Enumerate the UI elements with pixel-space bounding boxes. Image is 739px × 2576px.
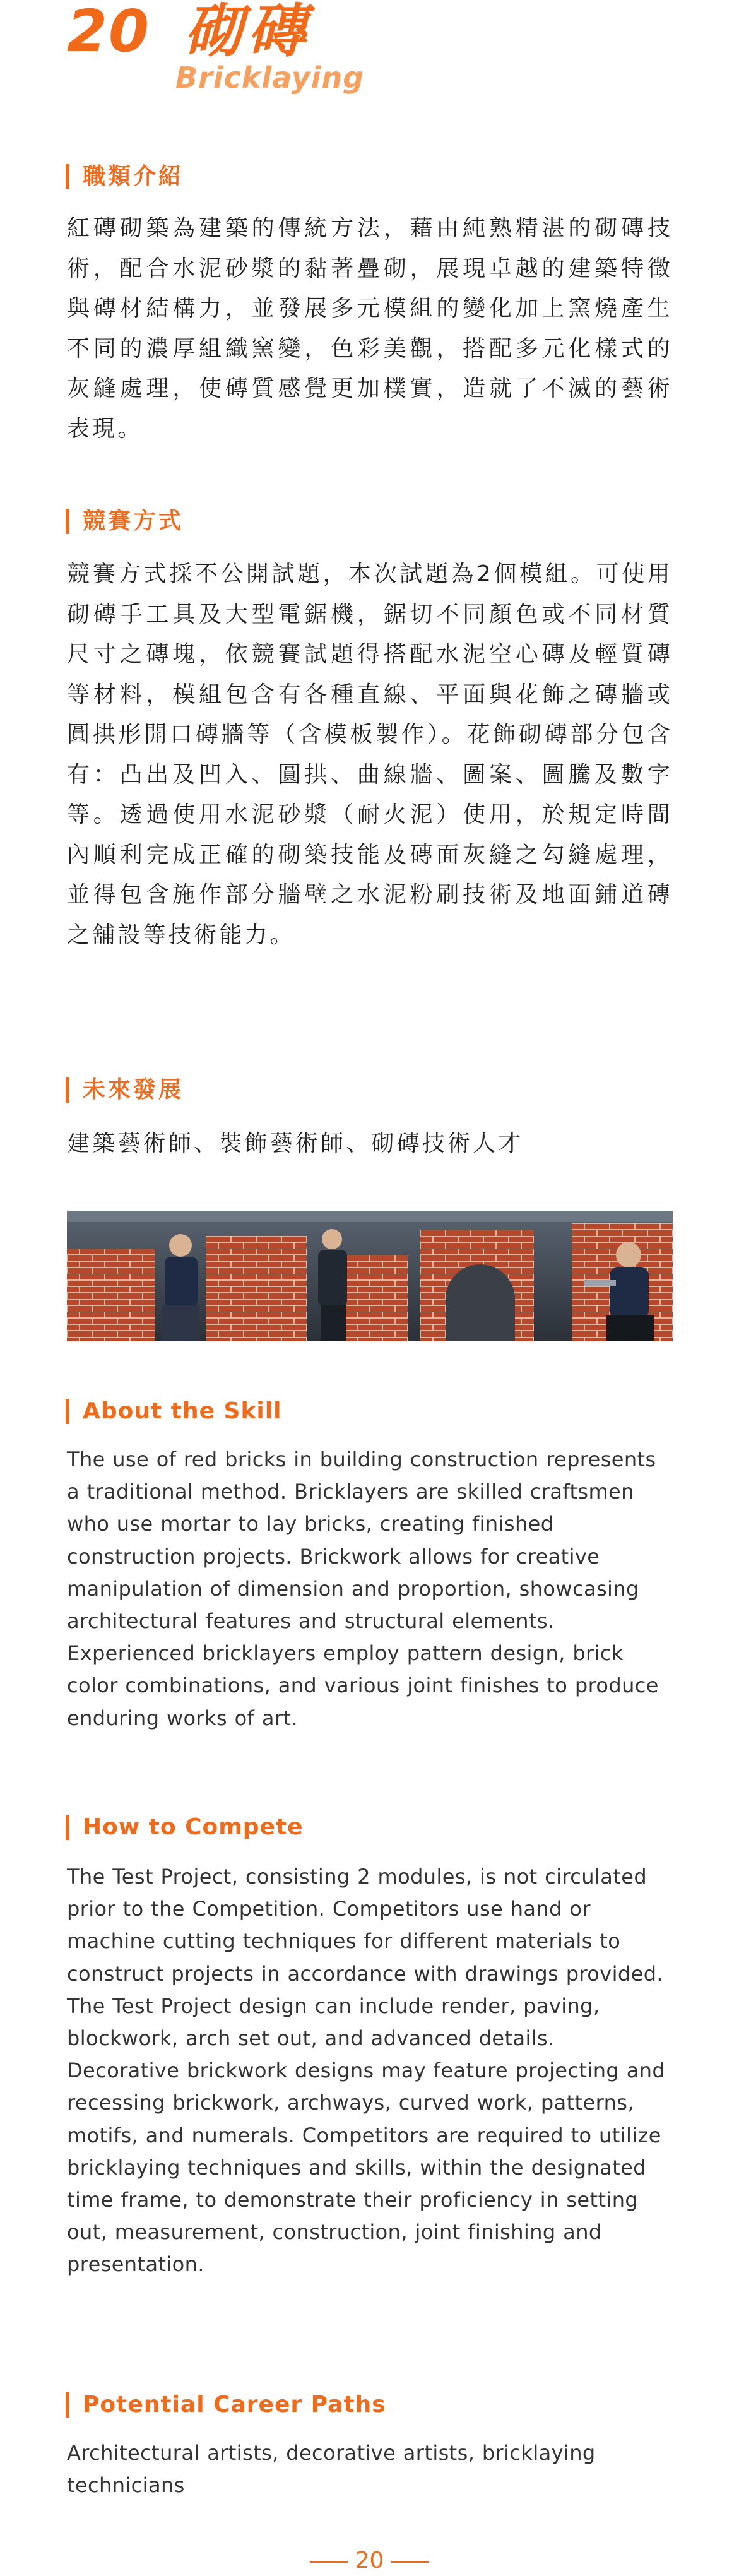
heading-label: 職類介紹 [83,163,184,189]
heading-label: 未來發展 [83,1077,184,1103]
page-number-value: 20 [355,2548,384,2573]
heading-accent-bar [66,2392,69,2418]
heading-career-zh [66,1076,184,1104]
competition-photo-icon [67,1211,673,1341]
paragraph-compete-zh: 競賽方式採不公開試題，本次試題為2個模組。可使用砌磚手工具及大型電鋸機，鋸切不同顏色或不同材質尺寸之磚塊，依競賽試題得搭配水泥空心磚及輕質磚等材料，模組包含有各種直線、平面與花飾之磚牆或圓拱形開口磚牆等（含模板製作）。花飾砌磚部分包含有：凸出及凹入、圓拱、曲線牆、圖案、圖騰及數字等。透過使用水泥砂漿（耐火泥）使用，於規定時間內順利完成正確的砌築技能及磚面灰縫之勾縫處理，並得包含施作部分牆壁之水泥粉刷技術及地面鋪道磚之舖設等技術能力。 [67,561,673,948]
heading-how-to-compete-en [66,1813,304,1841]
heading-label: Potential Career Paths [83,2392,386,2418]
title-chinese: 砌磚 [184,0,311,65]
heading-career-paths-en [66,2391,386,2419]
heading-skill-intro-zh [66,163,184,191]
heading-about-skill-en [66,1398,281,1425]
paragraph-career-zh: 建築藝術師、裝飾藝術師、砌磚技術人才 [67,1131,524,1156]
page-number-rule-right [391,2561,429,2563]
heading-accent-bar [66,509,69,534]
paragraph-career-paths-en: Architectural artists, decorative artists, bricklaying technicians [67,2441,596,2498]
heading-label: How to Compete [83,1814,304,1840]
heading-label: 競賽方式 [83,508,184,534]
heading-compete-zh [66,507,184,535]
page-number-rule-left [310,2561,348,2563]
paragraph-how-to-compete-en: The Test Project, consisting 2 modules, is not circulated prior to the Competition. Competitors use hand or machine cutting techniques for different materials to construct projects in accordance with drawings provided. The Test Project design can include render, paving, blockwork, arch set out, and advanced details. Decorative brickwork designs may feature projecting and recessing brickwork, archways, curved work, patterns, motifs, and numerals. Competitors are required to utilize bricklaying techniques and skills, within the designated time frame, to demonstrate their proficiency in setting out, measurement, construction, joint finishing and presentation. [67,1865,666,2277]
heading-accent-bar [66,164,69,189]
section-number: 20 [67,0,151,65]
title-english: Bricklaying [175,61,365,95]
heading-accent-bar [66,1077,69,1103]
heading-accent-bar [66,1399,69,1424]
paragraph-about-skill-en: The use of red bricks in building construction represents a traditional method. Bricklayers are skilled craftsmen who use mortar to lay bricks, creating finished construction projects. Brickwork allows for creative manipulation of dimension and proportion, showcasing architectural features and structural elements. Experienced bricklayers employ pattern design, brick color combinations, and various joint finishes to produce enduring works of art. [67,1447,659,1730]
page-number [0,2548,739,2573]
heading-accent-bar [66,1815,69,1840]
paragraph-skill-intro-zh: 紅磚砌築為建築的傳統方法，藉由純熟精湛的砌磚技術，配合水泥砂漿的黏著疊砌，展現卓越的建築特徵與磚材結構力，並發展多元模組的變化加上窯燒產生不同的濃厚組織窯變，色彩美觀，搭配多元化樣式的灰縫處理，使磚質感覺更加樸實，造就了不滅的藝術表現。 [67,215,673,442]
competition-photo [67,1211,673,1341]
heading-label: About the Skill [83,1398,282,1424]
